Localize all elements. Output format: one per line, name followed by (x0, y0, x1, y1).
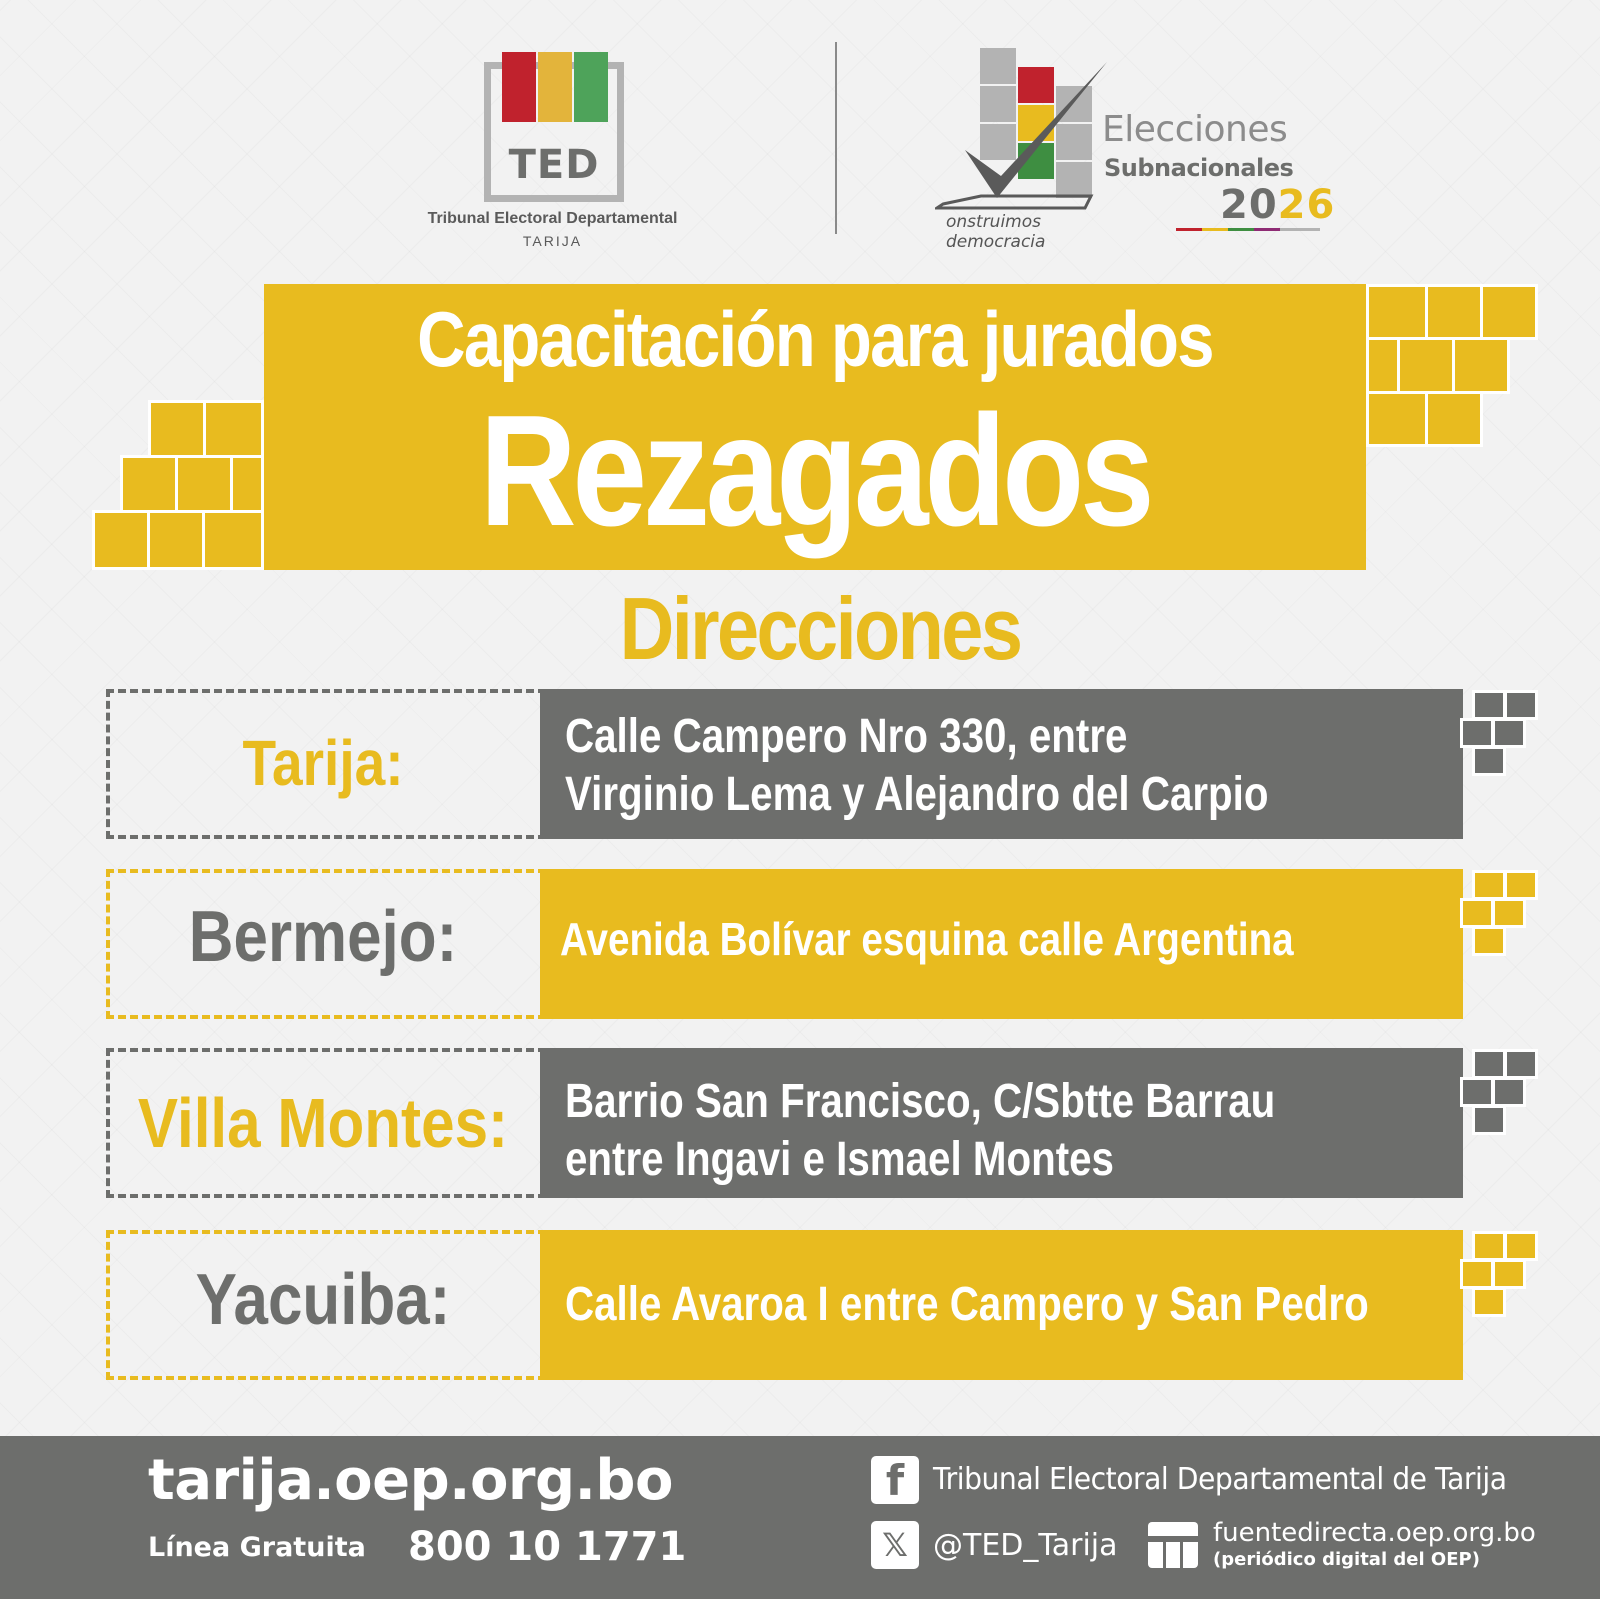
hotline-number[interactable]: 800 10 1771 (408, 1524, 687, 1570)
news-site-link[interactable]: fuentedirecta.oep.org.bo (1213, 1518, 1536, 1548)
brick (175, 455, 233, 513)
logo-stripe (1176, 228, 1202, 231)
banner-title-line2: Rezagados (479, 383, 1151, 559)
brick (203, 400, 264, 458)
brick (1366, 391, 1428, 447)
ted-logo-yellow-bar (538, 52, 572, 122)
location-city-yacuiba: Yacuiba: (195, 1260, 451, 1340)
mini-brick (1492, 718, 1526, 748)
brick (92, 510, 150, 570)
address-line: Calle Avaroa I entre Campero y San Pedro (565, 1278, 1369, 1331)
facebook-icon[interactable]: f (871, 1456, 919, 1504)
x-icon[interactable]: 𝕏 (871, 1521, 919, 1569)
ted-logo-abbr: TED (508, 142, 600, 188)
x-handle-link[interactable]: @TED_Tarija (933, 1528, 1118, 1563)
location-address-bermejo (560, 912, 1324, 967)
location-address-yacuiba (565, 1276, 1369, 1334)
brick (230, 455, 264, 513)
checkmark-icon (935, 58, 1115, 218)
logo-stripe (1254, 228, 1280, 231)
mini-brick (1492, 1259, 1526, 1289)
elecciones-title: Elecciones (1102, 109, 1288, 150)
ted-logo-red-bar (502, 52, 536, 122)
location-city-villa-montes: Villa Montes: (137, 1084, 509, 1162)
mini-brick (1472, 870, 1506, 900)
brick (1425, 391, 1483, 447)
facebook-link[interactable]: Tribunal Electoral Departamental de Tarija (933, 1462, 1507, 1497)
mini-brick (1460, 1259, 1494, 1289)
website-link[interactable]: tarija.oep.org.bo (148, 1448, 673, 1513)
mini-brick (1472, 690, 1506, 720)
mini-brick (1460, 1077, 1494, 1107)
hotline-label: Línea Gratuita (148, 1532, 366, 1563)
news-site-subtitle: (periódico digital del OEP) (1213, 1549, 1480, 1570)
mini-brick (1472, 746, 1506, 776)
ted-logo-city: TARIJA (522, 233, 583, 249)
brick (1366, 337, 1400, 394)
mini-brick (1472, 1287, 1506, 1317)
address-line: Avenida Bolívar esquina calle Argentina (560, 913, 1294, 965)
mini-brick (1472, 1231, 1506, 1261)
brick (1452, 337, 1510, 394)
address-line: entre Ingavi e Ismael Montes (565, 1132, 1114, 1186)
mini-brick (1504, 1231, 1538, 1261)
ted-logo-name: Tribunal Electoral Departamental (427, 210, 678, 227)
section-heading: Direcciones (619, 579, 1021, 678)
banner-title-line1: Capacitación para jurados (417, 295, 1213, 383)
mini-brick (1472, 1049, 1506, 1079)
address-line: Virginio Lema y Alejandro del Carpio (565, 767, 1269, 821)
mini-brick (1460, 898, 1494, 928)
ted-logo-green-bar (574, 52, 608, 122)
brick (147, 510, 205, 570)
elecciones-year (1220, 182, 1336, 228)
mini-brick (1472, 1105, 1506, 1135)
elecciones-year-b: 26 (1277, 182, 1336, 228)
logo-stripe (1202, 228, 1228, 231)
mini-brick (1460, 718, 1494, 748)
newspaper-icon (1148, 1522, 1198, 1568)
location-city-bermejo: Bermejo: (188, 897, 458, 977)
mini-brick (1492, 1077, 1526, 1107)
logo-stripe (1228, 228, 1254, 231)
header-divider (835, 42, 837, 234)
brick (1366, 284, 1428, 340)
location-city-tarija: Tarija: (242, 727, 404, 799)
address-line: Calle Campero Nro 330, entre (565, 710, 1128, 763)
mini-brick (1504, 870, 1538, 900)
location-address-villa-montes (565, 1073, 1329, 1188)
location-address-tarija (565, 708, 1329, 823)
brick (202, 510, 264, 570)
brick (1397, 337, 1455, 394)
brick (1480, 284, 1538, 340)
mini-brick (1504, 1049, 1538, 1079)
brick (1425, 284, 1483, 340)
brick (148, 400, 206, 458)
mini-brick (1492, 898, 1526, 928)
mini-brick (1472, 926, 1506, 956)
elecciones-subtitle: Subnacionales (1104, 154, 1294, 182)
logo-stripe (1280, 228, 1320, 231)
brick (120, 455, 178, 513)
mini-brick (1504, 690, 1538, 720)
elecciones-year-a: 20 (1220, 182, 1278, 228)
address-line: Barrio San Francisco, C/Sbtte Barrau (565, 1075, 1276, 1128)
elecciones-slogan: onstruimos democracia (946, 212, 1046, 252)
